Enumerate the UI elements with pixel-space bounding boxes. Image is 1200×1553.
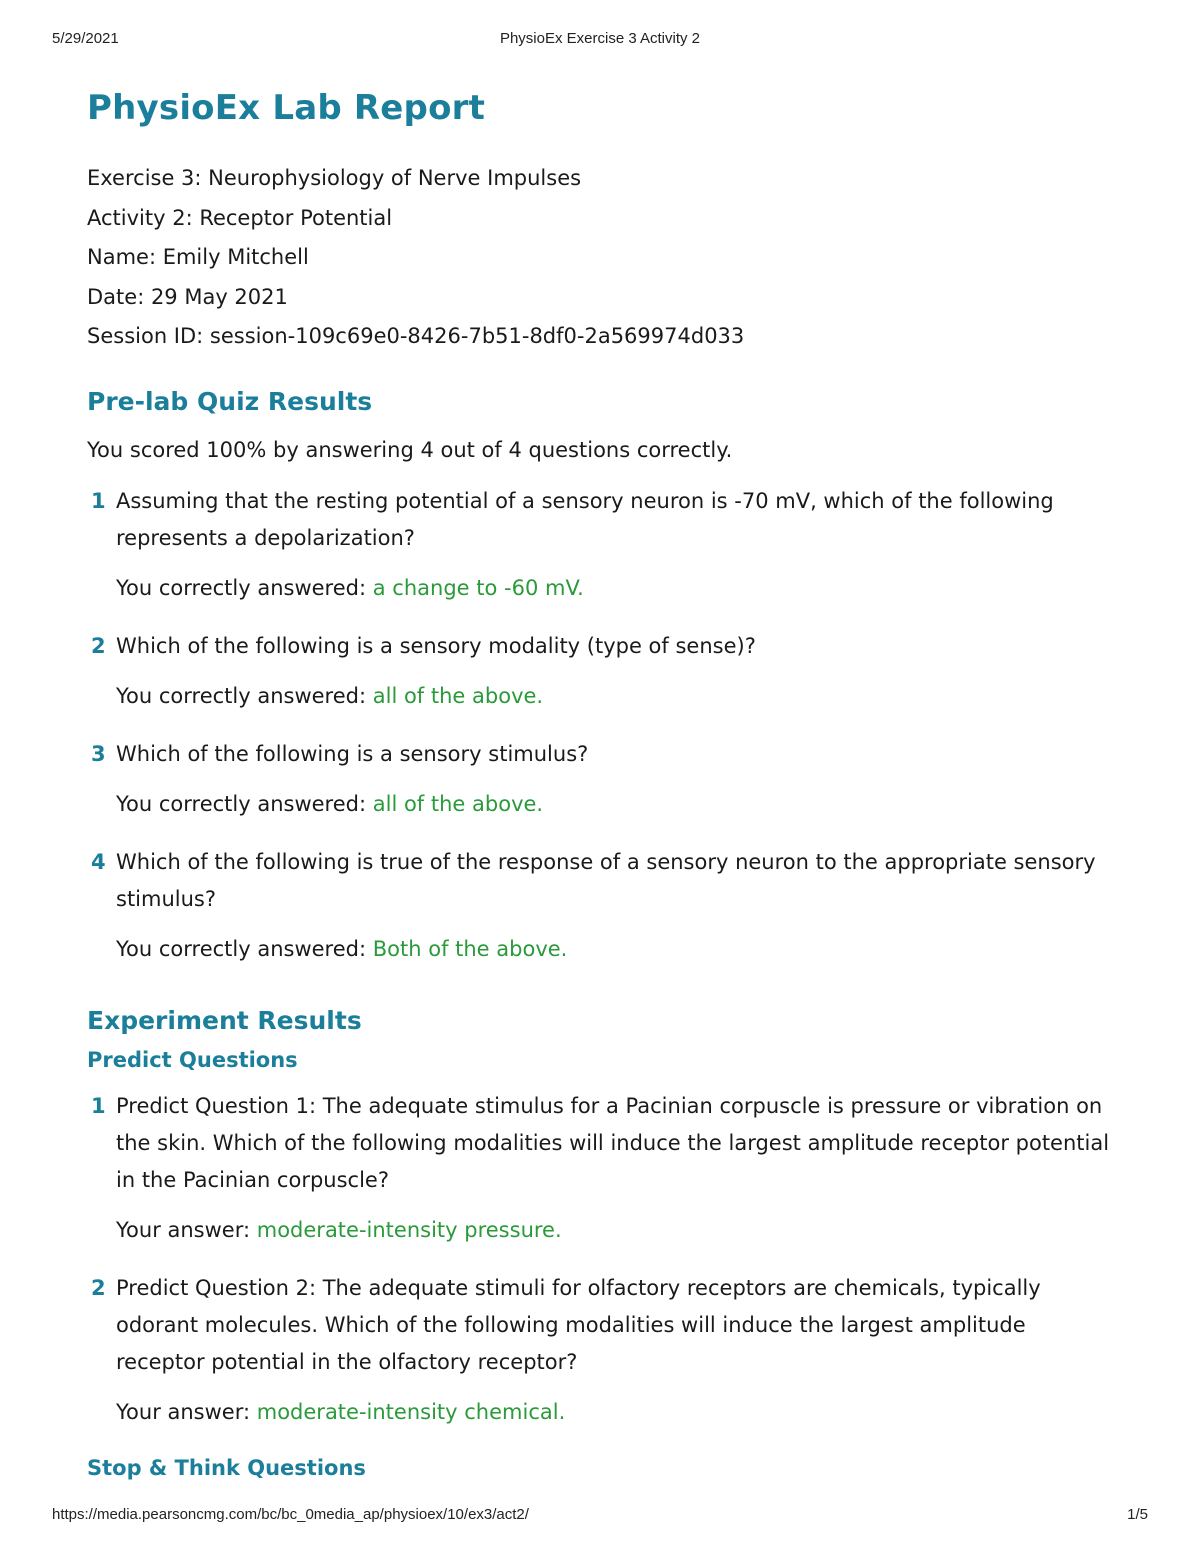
print-date: 5/29/2021: [52, 30, 119, 47]
question-answer: [116, 786, 1117, 823]
question-text: Predict Question 1: The adequate stimulus for a Pacinian corpuscle is pressure or vibration on the skin. Which of the following modalities will induce the largest amplitude receptor potential in the Pacinian corpuscle?: [116, 1093, 1110, 1192]
question-answer: [116, 678, 1117, 715]
print-header: [0, 30, 1200, 52]
answer-value: all of the above.: [372, 791, 544, 816]
report-title: PhysioEx Lab Report: [87, 88, 486, 128]
prelab-score: You scored 100% by answering 4 out of 4 questions correctly.: [87, 437, 733, 462]
exercise-line: Exercise 3: Neurophysiology of Nerve Impulses: [87, 166, 582, 190]
question-number: 1: [91, 488, 106, 513]
question-number: 1: [91, 1093, 106, 1118]
question-number: 4: [91, 849, 106, 874]
stop-think-heading: Stop & Think Questions: [87, 1455, 366, 1480]
print-footer: [0, 1506, 1200, 1528]
answer-prefix: Your answer:: [116, 1217, 251, 1242]
report-meta: [87, 159, 1117, 357]
answer-prefix: You correctly answered:: [116, 683, 367, 708]
answer-prefix: You correctly answered:: [116, 791, 367, 816]
question-number: 2: [91, 633, 106, 658]
question-answer: [116, 931, 1117, 968]
question-text: Assuming that the resting potential of a sensory neuron is -70 mV, which of the following represents a depolarization?: [116, 488, 1054, 550]
question-number: 2: [91, 1275, 106, 1300]
predict-question: [87, 1088, 1117, 1249]
question-answer: [116, 1212, 1117, 1249]
print-url: https://media.pearsoncmg.com/bc/bc_0media_ap/physioex/10/ex3/act2/: [52, 1506, 529, 1523]
prelab-question: [87, 628, 1117, 715]
predict-question: [87, 1270, 1117, 1431]
activity-line: Activity 2: Receptor Potential: [87, 205, 393, 230]
page-number: 1/5: [1127, 1506, 1148, 1523]
question-text: Which of the following is a sensory modality (type of sense)?: [116, 633, 756, 658]
question-number: 3: [91, 741, 106, 766]
session-line: Session ID: session-109c69e0-8426-7b51-8df0-2a569974d033: [87, 324, 745, 348]
question-answer: [116, 1394, 1117, 1431]
report-content: [87, 86, 1117, 1483]
prelab-question: [87, 736, 1117, 823]
predict-heading: Predict Questions: [87, 1047, 298, 1072]
prelab-question: [87, 844, 1117, 968]
prelab-question: [87, 483, 1117, 607]
print-title: PhysioEx Exercise 3 Activity 2: [499, 30, 701, 47]
question-text: Predict Question 2: The adequate stimuli for olfactory receptors are chemicals, typically odorant molecules. Which of the following modalities will induce the largest amplitude receptor potential in the olfactory receptor?: [116, 1275, 1041, 1374]
prelab-heading: Pre-lab Quiz Results: [87, 386, 373, 416]
date-line: Date: 29 May 2021: [87, 284, 288, 309]
answer-value: moderate-intensity pressure.: [256, 1217, 562, 1242]
question-text: Which of the following is true of the response of a sensory neuron to the appropriate sensory stimulus?: [116, 849, 1096, 911]
answer-prefix: You correctly answered:: [116, 575, 367, 600]
answer-value: moderate-intensity chemical.: [256, 1399, 566, 1424]
answer-prefix: You correctly answered:: [116, 936, 367, 961]
answer-value: a change to -60 mV.: [372, 575, 584, 600]
experiment-heading: Experiment Results: [87, 1005, 362, 1035]
answer-value: all of the above.: [372, 683, 544, 708]
question-text: Which of the following is a sensory stimulus?: [116, 741, 589, 766]
answer-prefix: Your answer:: [116, 1399, 251, 1424]
name-line: Name: Emily Mitchell: [87, 245, 309, 269]
answer-value: Both of the above.: [372, 936, 568, 961]
question-answer: [116, 570, 1117, 607]
